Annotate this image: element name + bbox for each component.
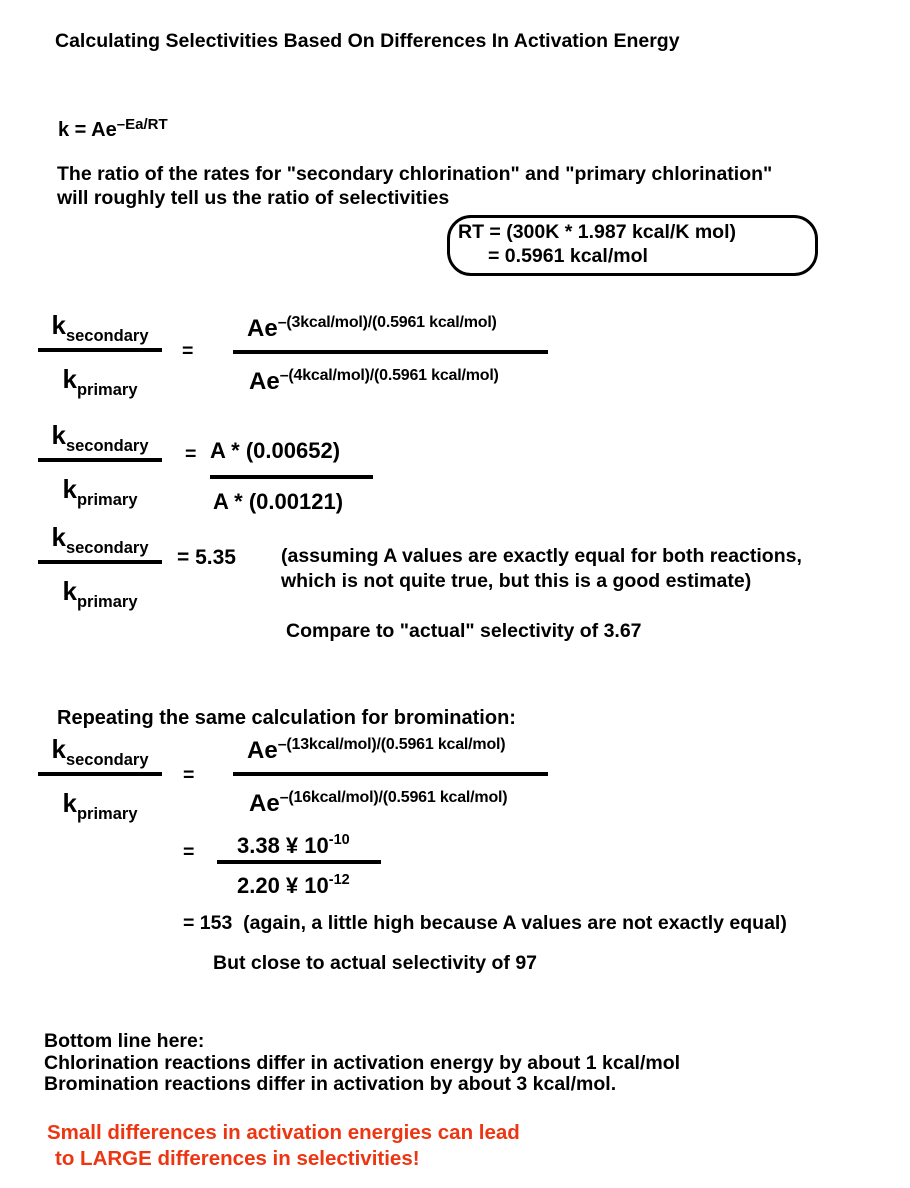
intro-paragraph bbox=[57, 163, 772, 210]
denominator: 2.20 ¥ $10^{-12}$ bbox=[237, 872, 350, 898]
equals-sign-1: = bbox=[182, 340, 194, 362]
note-line-1: (assuming A values are exactly equal for both reactions, bbox=[281, 545, 802, 567]
highlight-line-2: to LARGE differences in selectivities! bbox=[55, 1146, 420, 1170]
numerator: A * (0.00652) bbox=[210, 438, 341, 463]
numeric-ratio-bromination bbox=[217, 832, 381, 899]
k-primary: kprimary bbox=[62, 474, 138, 509]
k-ratio-fraction-4 bbox=[38, 734, 162, 824]
numerator: Ae–(13kcal/mol)/(0.5961 kcal/mol) bbox=[247, 736, 506, 764]
k-primary: kprimary bbox=[62, 364, 138, 399]
compare-selectivity-line: Compare to "actual" selectivity of 3.67 bbox=[286, 620, 642, 642]
close-selectivity-line: But close to actual selectivity of 97 bbox=[213, 952, 538, 974]
rt-line-1: RT = (300K * 1.987 kcal/K mol) bbox=[458, 221, 736, 243]
bottom-line-3: Bromination reactions differ in activation by about 3 kcal/mol. bbox=[44, 1073, 617, 1095]
rt-value-box bbox=[447, 215, 818, 276]
result-value-chlorination: = 5.35 bbox=[177, 546, 236, 569]
k-primary: kprimary bbox=[62, 576, 138, 611]
arrhenius-exponent: –Ea/RT bbox=[116, 116, 168, 133]
intro-line-1: The ratio of the rates for "secondary chlorination" and "primary chlorination" bbox=[57, 163, 773, 185]
page-title: Calculating Selectivities Based On Differences In Activation Energy bbox=[55, 30, 680, 52]
a-factor-ratio bbox=[210, 438, 373, 515]
numerator: 3.38 ¥ $10^{-10}$ bbox=[237, 832, 350, 858]
k-ratio-fraction-1 bbox=[38, 310, 162, 400]
k-ratio-fraction-2 bbox=[38, 420, 162, 510]
highlight-text bbox=[47, 1120, 520, 1171]
k-secondary: ksecondary bbox=[51, 420, 149, 455]
denominator: Ae–(16kcal/mol)/(0.5961 kcal/mol) bbox=[249, 789, 508, 817]
arrhenius-equation bbox=[58, 116, 168, 142]
rt-line-2: = 0.5961 kcal/mol bbox=[488, 244, 648, 267]
exp-ratio-chlorination bbox=[233, 314, 548, 396]
bromination-header: Repeating the same calculation for bromination: bbox=[57, 707, 516, 729]
equals-sign-2: = bbox=[185, 443, 197, 465]
k-secondary: ksecondary bbox=[51, 734, 149, 769]
result-value-bromination: = 153 (again, a little high because A values are not exactly equal) bbox=[183, 912, 787, 934]
highlight-line-1: Small differences in activation energies can lead bbox=[47, 1121, 520, 1144]
denominator: Ae–(4kcal/mol)/(0.5961 kcal/mol) bbox=[249, 367, 499, 395]
bottom-line-1: Bottom line here: bbox=[44, 1030, 205, 1052]
equals-sign-3: = bbox=[183, 764, 195, 786]
k-primary: kprimary bbox=[62, 788, 138, 823]
k-secondary: ksecondary bbox=[51, 522, 149, 557]
numerator: Ae–(3kcal/mol)/(0.5961 kcal/mol) bbox=[247, 314, 497, 342]
bottom-line-2: Chlorination reactions differ in activation energy by about 1 kcal/mol bbox=[44, 1051, 681, 1074]
intro-line-2: will roughly tell us the ratio of selectivities bbox=[57, 186, 450, 209]
bottom-summary bbox=[44, 1031, 680, 1096]
exp-ratio-bromination bbox=[233, 736, 548, 818]
denominator: A * (0.00121) bbox=[213, 489, 344, 514]
equals-sign-4: = bbox=[183, 841, 195, 863]
k-secondary: ksecondary bbox=[51, 310, 149, 345]
note-line-2: which is not quite true, but this is a good estimate) bbox=[281, 569, 752, 592]
arrhenius-base: k = Ae bbox=[58, 119, 117, 141]
k-ratio-fraction-3 bbox=[38, 522, 162, 612]
assumption-note bbox=[281, 544, 802, 593]
